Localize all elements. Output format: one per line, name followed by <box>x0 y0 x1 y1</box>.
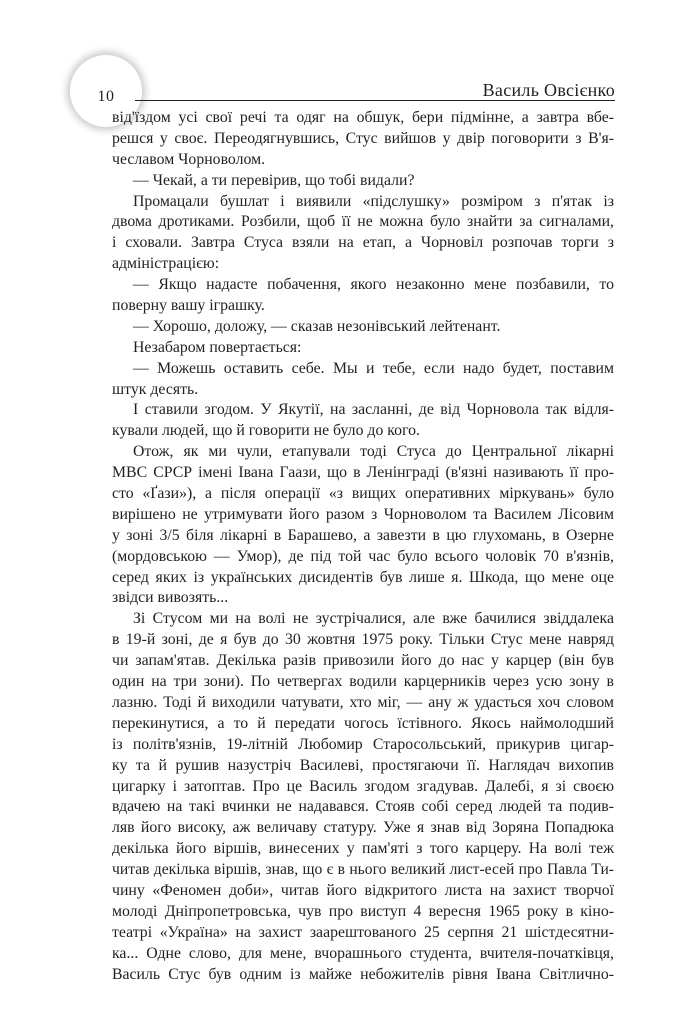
text-line: Зі Стусом ми на волі не зустрічалися, але вже бачилися звіддалека <box>133 610 614 628</box>
text-line: МВС СРСР імені Івана Гаази, що в Ленінграді (в'язні називають її про- <box>112 464 614 482</box>
text-line: цигарку і затоптав. Про це Василь згодом згадував. Далебі, я зі своєю <box>112 777 614 795</box>
running-head-author: Василь Овсієнко <box>482 80 615 100</box>
text-line: вирішено не утримувати його разом з Чорноволом та Василем Лісовим <box>112 505 614 523</box>
text-line: І ставили згодом. У Якутії, на засланні, де від Чорновола так відля- <box>133 401 614 419</box>
text-line: решся у своє. Переодягнувшись, Стус вийшов у двір поговорити з В'я- <box>112 129 614 147</box>
text-line: вдачею на такі вчинки не надавався. Стояв собі серед людей та подив- <box>112 798 614 816</box>
text-line: у зоні 3/5 біля лікарні в Барашево, а завезти в цю глухомань, в Озерне <box>112 526 614 544</box>
text-line: кували людей, що й говорити не було до кого. <box>112 422 420 440</box>
text-line: ку та й рушив назустріч Василеві, простягаючи її. Наглядач вихопив <box>112 756 614 774</box>
text-line: ляв його високу, аж величаву статуру. Уже я знав від Зоряна Попадюка <box>112 819 614 837</box>
text-line: один на три зони). По четвергах водили карцерників через усю зону в <box>112 673 614 691</box>
text-line: Незабаром повертається: <box>133 338 302 356</box>
text-line: в 19-й зоні, де я був до 30 жовтня 1975 року. Тільки Стус мене навряд <box>112 631 614 649</box>
text-line: чи запам'ятав. Декілька разів привозили його до нас у карцер (він був <box>112 652 614 670</box>
text-line: Василь Стус був одним із майже небожителів рівня Івана Світлично- <box>112 965 614 983</box>
text-line: чину «Феномен доби», читав його відкритого листа на захист творчої <box>112 881 614 899</box>
text-line: штук десять. <box>112 380 199 398</box>
text-line: декілька його віршів, винесених у пам'яті з того карцеру. На волі теж <box>112 840 614 858</box>
text-line: чеславом Чорноволом. <box>112 150 266 168</box>
header-rule <box>135 100 615 101</box>
text-line: перекинутися, а то й передати чогось їстівного. Якось наймолодший <box>112 714 614 732</box>
text-line: звідси вивозять... <box>112 589 229 607</box>
text-line: адміністрацією: <box>112 255 220 273</box>
text-line: Промацали бушлат і виявили «підслушку» розміром з п'ятак із <box>133 192 614 210</box>
text-line: і сховали. Завтра Стуса взяли на етап, а Чорновіл розпочав торги з <box>112 234 614 252</box>
text-line: читав декілька віршів, знав, що є в нього великий лист-есей про Павла Ти- <box>112 861 614 879</box>
text-line: ка... Одне слово, для мене, вчорашнього студента, вчителя-початківця, <box>112 944 614 962</box>
text-line: театрі «Україна» на захист заарештованого 25 серпня 21 шістдесятни- <box>112 923 614 941</box>
text-line: серед яких із українських дисидентів був лише я. Шкода, що мене оце <box>112 568 614 586</box>
text-line: Отож, як ми чули, етапували тоді Стуса до Центральної лікарні <box>133 443 614 461</box>
text-line: (мордовською — Умор), де під той час було всього чоловік 70 в'язнів, <box>112 547 614 565</box>
text-line: — Можешь оставить себе. Мы и тебе, если надо будет, поставим <box>133 359 614 377</box>
text-line: — Якщо надасте побачення, якого незаконно мене позбавили, то <box>133 276 614 294</box>
text-line: молоді Дніпропетровська, чув про виступ 4 вересня 1965 року в кіно- <box>112 902 614 920</box>
text-line: із політв'язнів, 19-літній Любомир Старосольський, прикурив цигар- <box>112 735 614 753</box>
text-line: лазню. Тоді й виходили чатувати, хто міг, — ану ж удасться хоч словом <box>112 693 614 711</box>
page-number: 10 <box>97 88 115 105</box>
text-line: сто «Ґази»), а після операції «з вищих оперативних міркувань» було <box>112 485 614 503</box>
text-line: поверну вашу іграшку. <box>112 297 265 315</box>
text-line: двома дротиками. Розбили, щоб її не можна було знайти за сигналами, <box>112 213 614 231</box>
text-line: від'їздом усі свої речі та одяг на обшук, бери підмінне, а завтра вбе- <box>112 109 614 126</box>
body-text <box>112 108 614 985</box>
text-line: — Хорошо, доложу, — сказав незонівський лейтенант. <box>133 317 501 335</box>
text-line: — Чекай, а ти перевірив, що тобі видали? <box>133 171 415 189</box>
